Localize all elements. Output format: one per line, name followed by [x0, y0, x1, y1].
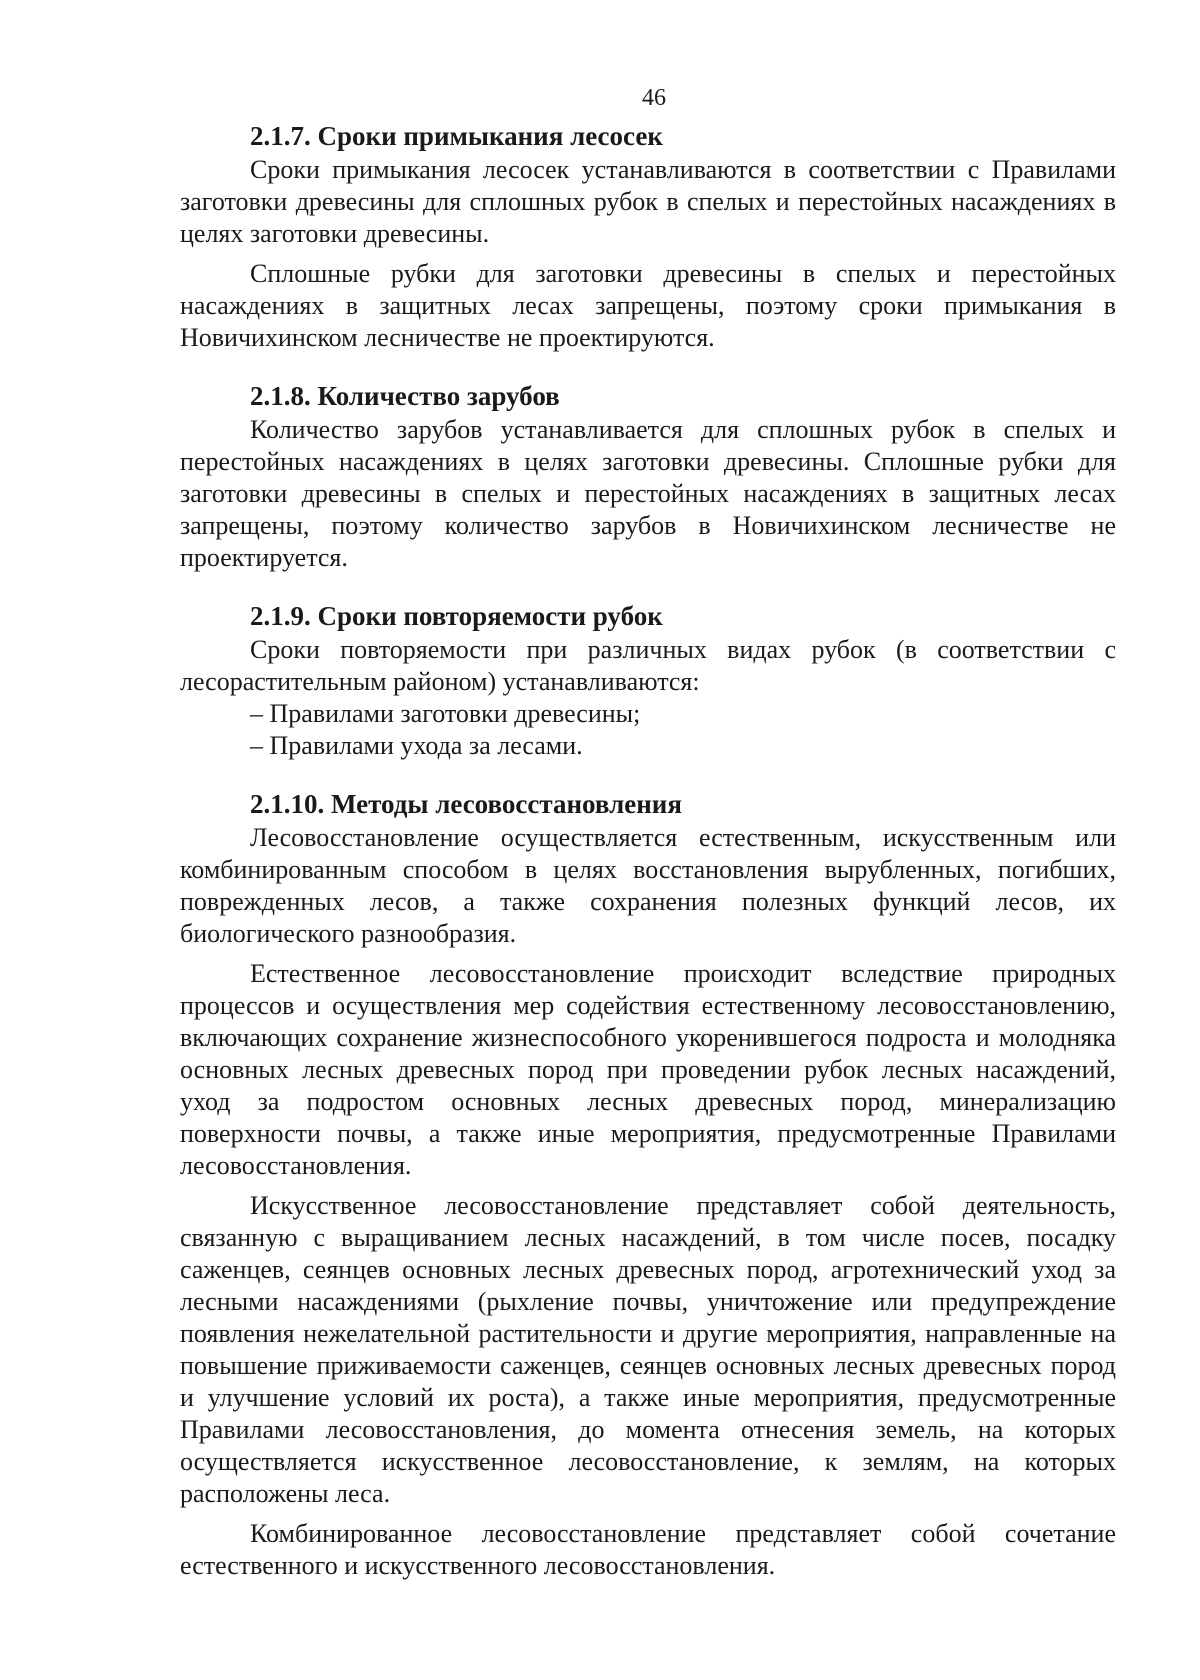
paragraph: Естественное лесовосстановление происходит вследствие природных процессов и осуществления мер содействия естественному лесовосстановлению, включающих сохранение жизнеспособного укоренившегося подроста и молодняка основных лесных древесных пород при проведении рубок лесных насаждений, уход за подростом основных лесных древесных пород, минерализацию поверхности почвы, а также иные мероприятия, предусмотренные Правилами лесовосстановления.: [180, 959, 1116, 1180]
paragraph: Комбинированное лесовосстановление представляет собой сочетание естественного и искусственного лесовосстановления.: [180, 1519, 1116, 1580]
page-number: 46: [642, 85, 666, 111]
paragraph: Количество зарубов устанавливается для сплошных рубок в спелых и перестойных насаждениях в целях заготовки древесины. Сплошные рубки для заготовки древесины в спелых и перестойных насаждениях в защитных лесах запрещены, поэтому количество зарубов в Новичихинском лесничестве не проектируется.: [180, 415, 1116, 572]
section-2-1-7: [180, 118, 1116, 354]
section-heading: 2.1.8. Количество зарубов: [250, 381, 560, 411]
section-2-1-10: [180, 786, 1116, 1582]
paragraph: Лесовосстановление осуществляется естественным, искусственным или комбинированным способом в целях восстановления вырубленных, погибших, поврежденных лесов, а также сохранения полезных функций лесов, их биологического разнообразия.: [180, 823, 1116, 948]
paragraph: Сроки примыкания лесосек устанавливаются в соответствии с Правилами заготовки древесины для сплошных рубок в спелых и перестойных насаждениях в целях заготовки древесины.: [180, 155, 1116, 248]
section-2-1-9: [180, 598, 1116, 762]
section-2-1-8: [180, 378, 1116, 574]
section-heading: 2.1.7. Сроки примыкания лесосек: [250, 121, 663, 151]
list-item: – Правилами заготовки древесины;: [250, 699, 641, 728]
paragraph: Сроки повторяемости при различных видах рубок (в соответствии с лесорастительным районом) устанавливаются:: [180, 635, 1116, 696]
paragraph: Сплошные рубки для заготовки древесины в спелых и перестойных насаждениях в защитных лесах запрещены, поэтому сроки примыкания в Новичихинском лесничестве не проектируются.: [180, 259, 1116, 352]
section-heading: 2.1.10. Методы лесовосстановления: [250, 789, 682, 819]
document-page: [180, 78, 1116, 1582]
rules-list: [180, 698, 1116, 762]
paragraph: Искусственное лесовосстановление представляет собой деятельность, связанную с выращиванием лесных насаждений, в том числе посев, посадку саженцев, сеянцев основных лесных древесных пород, агротехнический уход за лесными насаждениями (рыхление почвы, уничтожение или предупреждение появления нежелательной растительности и другие мероприятия, направленные на повышение приживаемости саженцев, сеянцев основных лесных древесных пород и улучшение условий их роста), а также иные мероприятия, предусмотренные Правилами лесовосстановления, до момента отнесения земель, на которых осуществляется искусственное лесовосстановление, к землям, на которых расположены леса.: [180, 1191, 1116, 1508]
list-item: – Правилами ухода за лесами.: [250, 731, 583, 760]
section-heading: 2.1.9. Сроки повторяемости рубок: [250, 601, 663, 631]
